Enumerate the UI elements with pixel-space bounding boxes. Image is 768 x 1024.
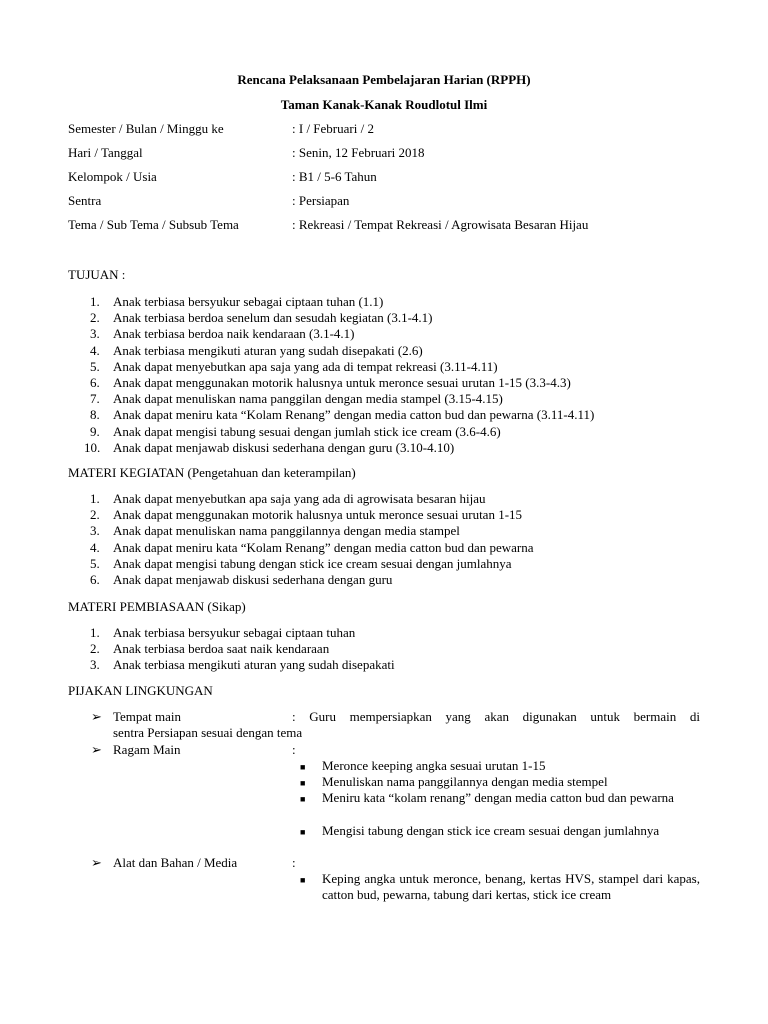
identity-value: : Senin, 12 Februari 2018 <box>292 145 425 160</box>
list-item: 3. Anak dapat menuliskan nama panggilannya dengan media stampel <box>90 523 460 539</box>
ragam-main-label: Ragam Main <box>113 742 181 757</box>
list-item: 2. Anak terbiasa berdoa senelum dan sesudah kegiatan (3.1-4.1) <box>90 310 433 326</box>
list-item: 7. Anak dapat menuliskan nama panggilan dengan media stampel (3.15-4.15) <box>90 391 503 407</box>
materi-kegiatan-list <box>68 491 708 588</box>
square-bullet-icon: ■ <box>300 762 306 772</box>
list-item: 5. Anak dapat menyebutkan apa saja yang ada di tempat rekreasi (3.11-4.11) <box>90 358 498 374</box>
list-item: 9. Anak dapat mengisi tabung sesuai dengan jumlah stick ice cream (3.6-4.6) <box>90 423 501 439</box>
identity-value: : I / Februari / 2 <box>292 121 374 136</box>
section-heading-tujuan: TUJUAN : <box>68 267 126 282</box>
list-item: 8. Anak dapat meniru kata “Kolam Renang” dengan media catton bud dan pewarna (3.11-4.11) <box>90 407 595 423</box>
section-heading-materi-pembiasaan: MATERI PEMBIASAAN (Sikap) <box>68 599 246 614</box>
arrow-bullet-icon: ➢ <box>91 709 102 724</box>
list-item: 4. Anak dapat meniru kata “Kolam Renang” dengan media catton bud dan pewarna <box>90 539 534 555</box>
identity-value: : Persiapan <box>292 193 350 208</box>
square-bullet-icon: ■ <box>300 794 306 804</box>
ragam-main-item: Meniru kata “kolam renang” dengan media catton bud dan pewarna <box>322 790 674 805</box>
identity-label: Tema / Sub Tema / Subsub Tema <box>68 217 239 232</box>
identity-label: Semester / Bulan / Minggu ke <box>68 121 224 136</box>
tempat-main-label: Tempat main <box>113 709 182 724</box>
identity-label: Hari / Tanggal <box>68 145 143 160</box>
list-item: 1. Anak dapat menyebutkan apa saja yang ada di agrowisata besaran hijau <box>90 491 486 506</box>
list-item: 3. Anak terbiasa berdoa naik kendaraan (3.1-4.1) <box>90 326 355 342</box>
section-heading-pijakan: PIJAKAN LINGKUNGAN <box>68 683 213 698</box>
list-item: 4. Anak terbiasa mengikuti aturan yang sudah disepakati (2.6) <box>90 342 423 358</box>
alat-bahan-item: Keping angka untuk meronce, benang, kertas HVS, stampel dari kapas, catton bud, pewarna, tabung dari kertas, stick ice cream <box>322 871 700 902</box>
list-item: 3. Anak terbiasa mengikuti aturan yang sudah disepakati <box>90 657 395 673</box>
identity-value: : B1 / 5-6 Tahun <box>292 169 377 184</box>
section-heading-materi-kegiatan: MATERI KEGIATAN (Pengetahuan dan keterampilan) <box>68 465 356 480</box>
identity-label: Kelompok / Usia <box>68 169 157 184</box>
materi-pembiasaan-list <box>68 625 708 674</box>
square-bullet-icon: ■ <box>300 875 306 885</box>
square-bullet-icon: ■ <box>300 778 306 788</box>
list-item: 6. Anak dapat menggunakan motorik halusnya untuk meronce sesuai urutan 1-15 (3.3-4.3) <box>90 374 571 390</box>
ragam-main-colon: : <box>292 742 296 757</box>
identity-value: : Rekreasi / Tempat Rekreasi / Agrowisata Besaran Hijau <box>292 217 589 232</box>
list-item: 6. Anak dapat menjawab diskusi sederhana dengan guru <box>90 571 393 587</box>
alat-bahan-label: Alat dan Bahan / Media <box>113 855 238 870</box>
list-item: 5. Anak dapat mengisi tabung dengan stick ice cream sesuai dengan jumlahnya <box>90 555 512 571</box>
arrow-bullet-icon: ➢ <box>91 742 102 757</box>
tempat-main-text: : Guru mempersiapkan yang akan digunakan untuk bermain di <box>292 709 700 724</box>
school-name: Taman Kanak-Kanak Roudlotul Ilmi <box>280 97 488 112</box>
alat-bahan-colon: : <box>292 855 296 870</box>
tujuan-list <box>68 294 708 456</box>
identity-label: Sentra <box>68 193 102 208</box>
document-title: Rencana Pelaksanaan Pembelajaran Harian (RPPH) <box>237 72 531 87</box>
ragam-main-item: Menuliskan nama panggilannya dengan media stempel <box>322 774 608 789</box>
list-item: 10. Anak dapat menjawab diskusi sederhana dengan guru (3.10-4.10) <box>84 439 455 455</box>
list-item: 2. Anak terbiasa berdoa saat naik kendaraan <box>90 641 330 657</box>
arrow-bullet-icon: ➢ <box>91 855 102 870</box>
list-item: 2. Anak dapat menggunakan motorik halusnya untuk meronce sesuai urutan 1-15 <box>90 507 523 523</box>
list-item: 1. Anak terbiasa bersyukur sebagai ciptaan tuhan <box>90 625 356 640</box>
square-bullet-icon: ■ <box>300 827 306 837</box>
tempat-main-text-cont: sentra Persiapan sesuai dengan tema <box>113 725 303 740</box>
list-item: 1. Anak terbiasa bersyukur sebagai ciptaan tuhan (1.1) <box>90 294 384 309</box>
ragam-main-item: Meronce keeping angka sesuai urutan 1-15 <box>322 758 546 773</box>
ragam-main-item: Mengisi tabung dengan stick ice cream sesuai dengan jumlahnya <box>322 823 660 838</box>
